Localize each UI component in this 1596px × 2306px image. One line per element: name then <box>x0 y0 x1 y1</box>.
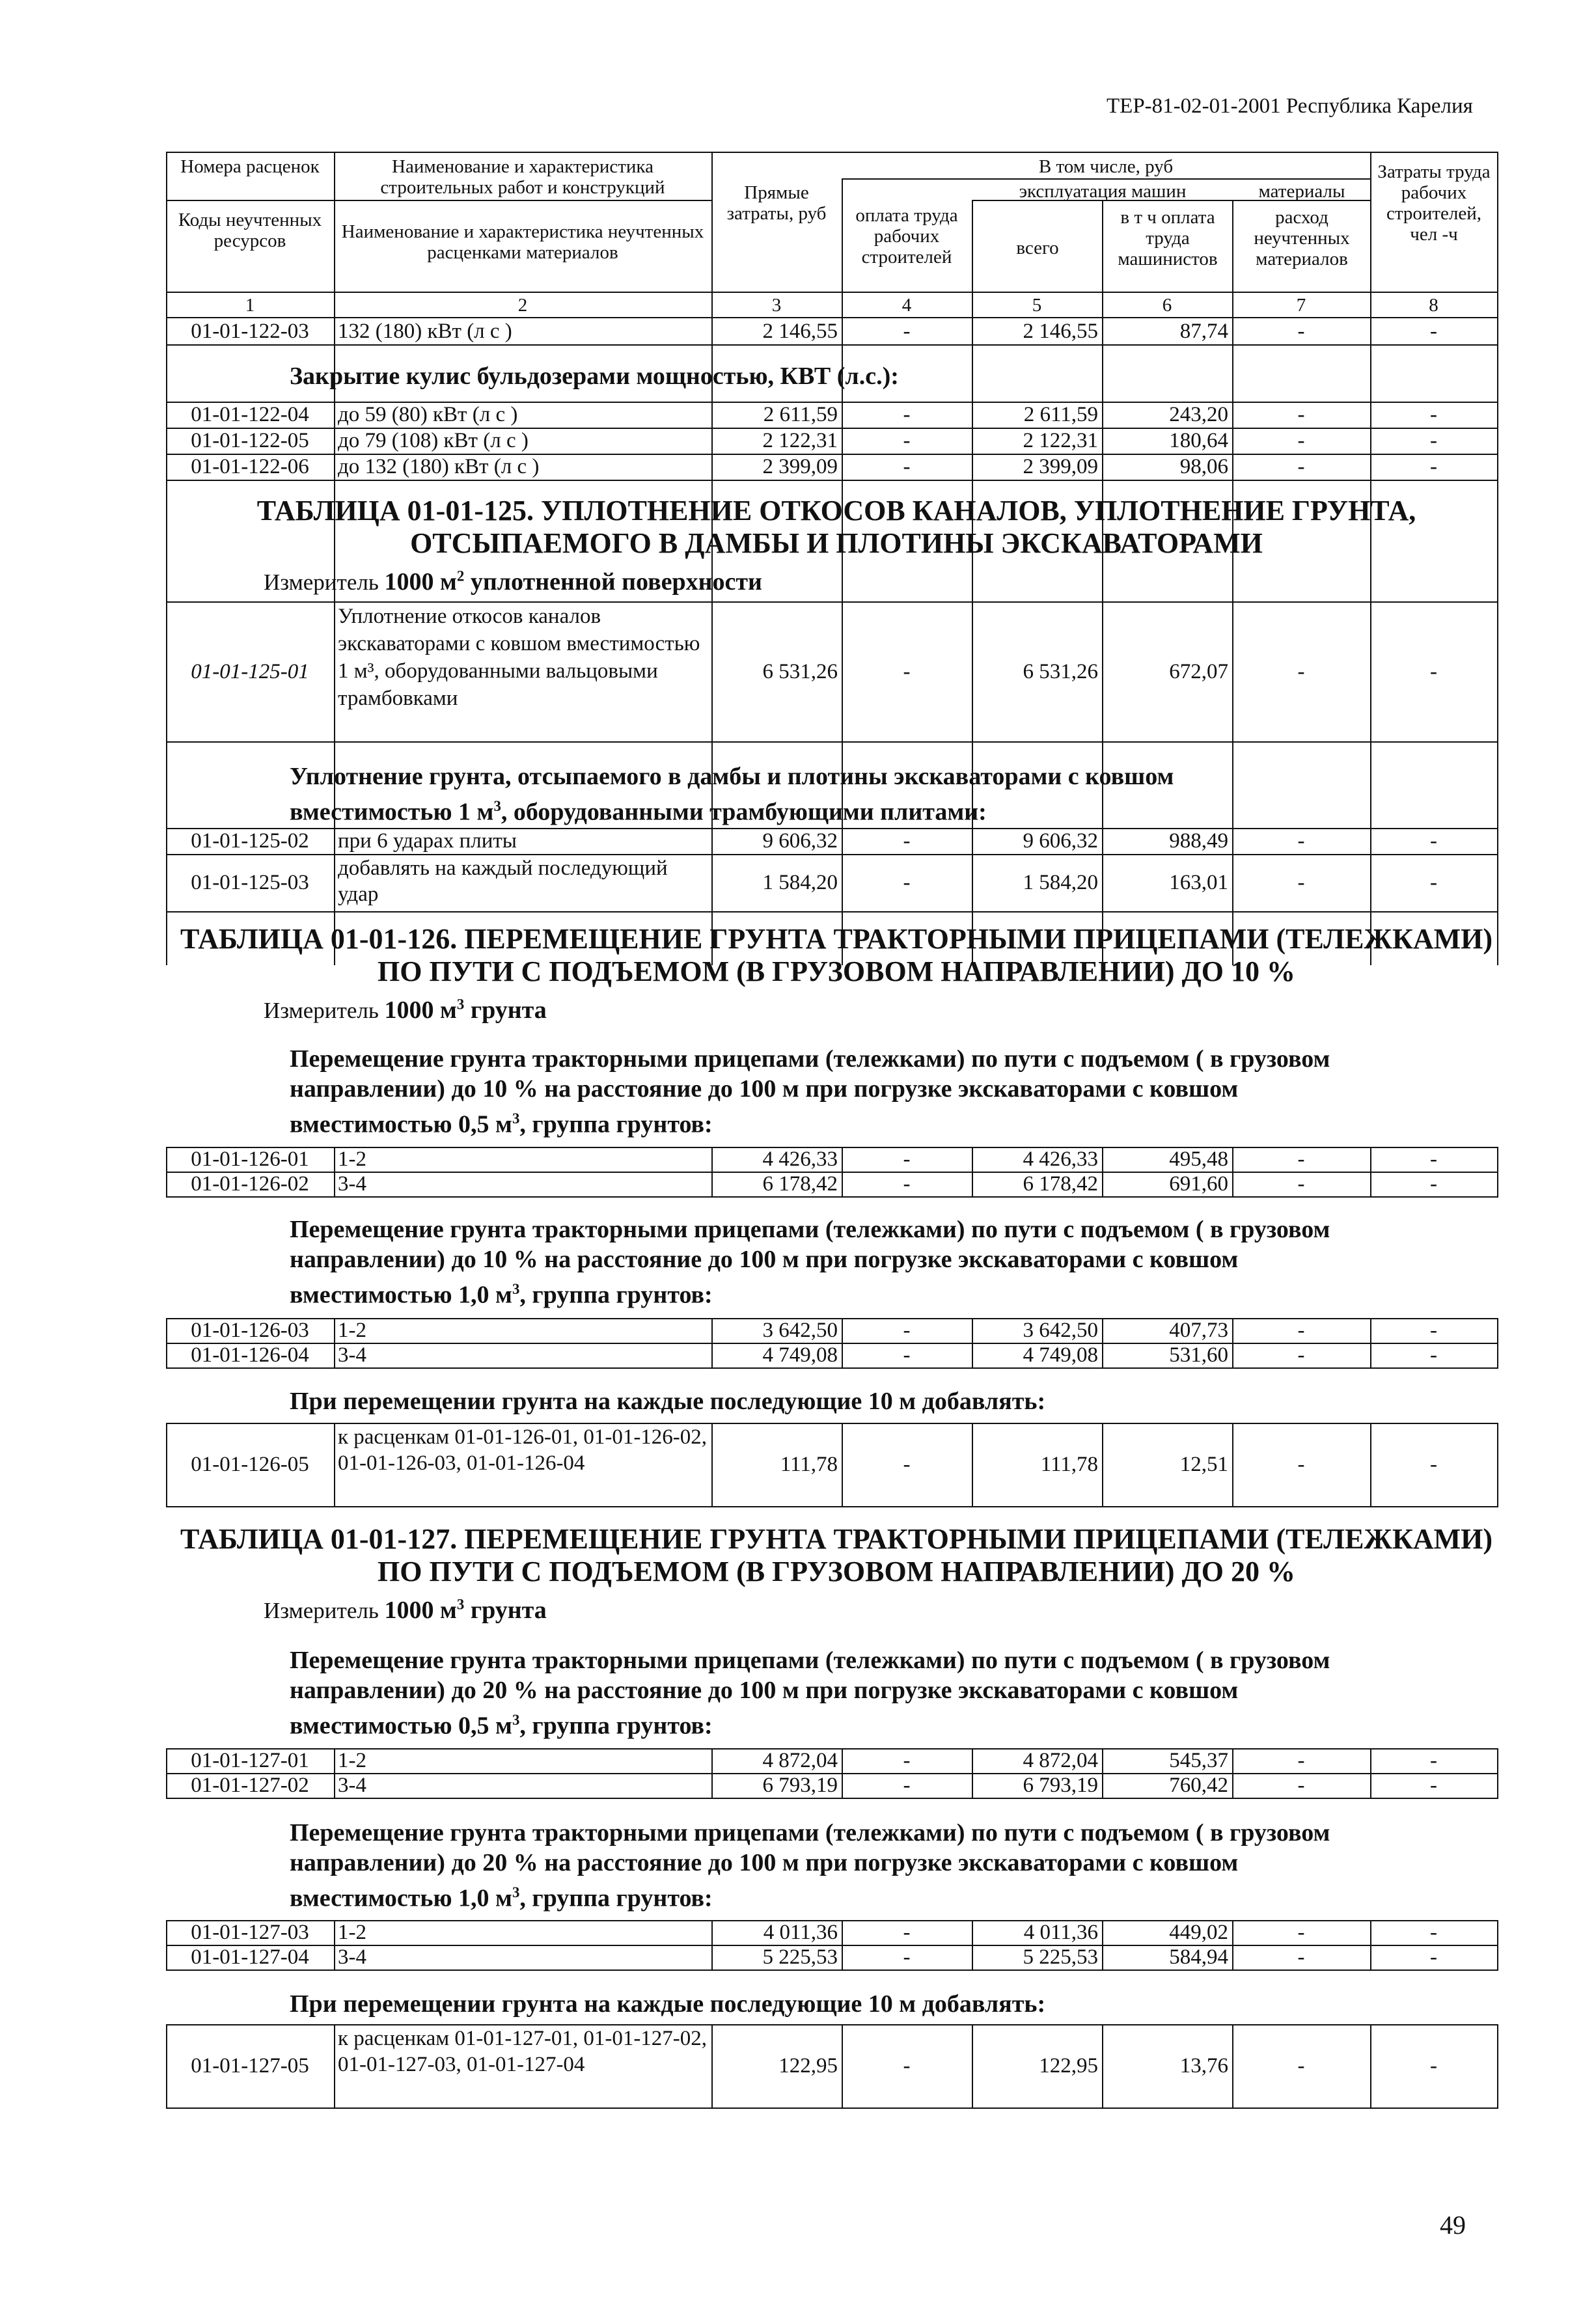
column-border <box>1497 1423 1498 1506</box>
table-cell-direct: 6 531,26 <box>762 659 838 683</box>
column-border <box>334 828 335 911</box>
table-cell-direct: 4 872,04 <box>762 1749 838 1772</box>
column-border <box>166 2024 167 2107</box>
measure-label: Измеритель <box>264 1598 379 1623</box>
table-cell-mach-labor: 87,74 <box>1179 320 1228 343</box>
table-cell-mat: - <box>1297 1774 1305 1797</box>
col-code-header: Номера расценок <box>180 156 320 177</box>
table-cell-hours: - <box>1430 1921 1437 1944</box>
table-cell-code: 01-01-126-05 <box>191 1453 309 1476</box>
col-name-sub-header: Наименование и характеристика неучтенных расценками материалов <box>341 221 704 263</box>
column-border <box>1370 402 1371 480</box>
col-labor-header: оплата труда рабочих строителей <box>855 205 958 268</box>
table-cell-labor: - <box>903 1172 911 1196</box>
table-cell-name: 132 (180) кВт (л с ) <box>338 320 512 343</box>
group-materials-header: материалы <box>1258 181 1345 202</box>
table-cell-direct: 122,95 <box>778 2054 838 2078</box>
column-border <box>1497 402 1498 480</box>
table-cell-mach-labor: 13,76 <box>1179 2054 1228 2078</box>
measure-label: Измеритель <box>264 570 379 595</box>
table-cell-labor: - <box>903 659 911 683</box>
table-cell-name: 3-4 <box>338 1343 366 1367</box>
column-border <box>1497 828 1498 911</box>
column-border <box>711 402 713 480</box>
table-cell-name: при 6 ударах плиты <box>338 829 517 853</box>
column-border <box>972 402 973 480</box>
table-cell-mach: 122,95 <box>1039 2054 1098 2078</box>
table-cell-labor: - <box>903 871 911 894</box>
table-cell-mach-labor: 449,02 <box>1169 1921 1228 1944</box>
table-title: ТАБЛИЦА 01-01-125. УПЛОТНЕНИЕ ОТКОСОВ КАНАЛОВ, УПЛОТНЕНИЕ ГРУНТА, ОТСЫПАЕМОГО В ДАМБЫ И ПЛОТИНЫ ЭКСКАВАТОРАМИ <box>256 495 1416 559</box>
table-cell-mach-labor: 584,94 <box>1169 1945 1228 1969</box>
table-cell-direct: 2 146,55 <box>762 320 838 343</box>
column-border <box>842 828 843 911</box>
table-cell-labor: - <box>903 1921 911 1944</box>
section-heading: Перемещение грунта тракторными прицепами (тележками) по пути с подъемом ( в грузовом направлении) до 20 % на расстояние до 100 м при погрузке экскаваторами с ковшом вместимостью 1,0 $м^3$, группа грунтов: <box>290 1819 1330 1912</box>
table-cell-mach: 4 872,04 <box>1023 1749 1098 1772</box>
table-cell-code: 01-01-127-05 <box>191 2054 309 2078</box>
section-heading: Перемещение грунта тракторными прицепами (тележками) по пути с подъемом ( в грузовом направлении) до 10 % на расстояние до 100 м при погрузке экскаваторами с ковшом вместимостью 0,5 $м^3$, группа грунтов: <box>290 1045 1330 1138</box>
column-border <box>334 402 335 480</box>
table-cell-mach: 111,78 <box>1040 1453 1098 1476</box>
table-cell-mach-labor: 495,48 <box>1169 1147 1228 1171</box>
table-cell-mach-labor: 531,60 <box>1169 1343 1228 1367</box>
table-cell-code: 01-01-126-01 <box>191 1147 309 1171</box>
table-cell-name: 1-2 <box>338 1319 366 1342</box>
row-border <box>166 1196 1498 1198</box>
table-cell-labor: - <box>903 320 911 343</box>
table-cell-mat: - <box>1297 829 1305 853</box>
table-cell-name: к расценкам 01-01-126-01, 01-01-126-02, 01-01-126-03, 01-01-126-04 <box>338 1425 708 1475</box>
table-cell-hours: - <box>1430 429 1437 452</box>
table-cell-mach: 6 531,26 <box>1023 659 1098 683</box>
column-border <box>972 1423 973 1506</box>
col-direct-header: Прямые затраты, руб <box>726 182 827 224</box>
table-cell-labor: - <box>903 1945 911 1969</box>
table-cell-direct: 4 749,08 <box>762 1343 838 1367</box>
table-cell-mach-labor: 691,60 <box>1169 1172 1228 1196</box>
column-border <box>334 1423 335 1506</box>
table-cell-code: 01-01-127-01 <box>191 1749 309 1772</box>
section-heading: При перемещении грунта на каждые последующие 10 м добавлять: <box>290 1388 1046 1415</box>
col-number: 7 <box>1296 295 1306 316</box>
table-cell-hours: - <box>1430 1749 1437 1772</box>
table-cell-name: добавлять на каждый последующий удар <box>338 857 668 906</box>
col-name-header: Наименование и характеристика строительных работ и конструкций <box>380 156 665 198</box>
table-cell-mach: 2 122,31 <box>1023 429 1098 452</box>
column-border <box>1370 601 1371 741</box>
table-cell-direct: 111,78 <box>780 1453 838 1476</box>
unit-of-measure <box>264 568 762 596</box>
table-cell-mat: - <box>1297 403 1305 426</box>
table-cell-name: 1-2 <box>338 1921 366 1944</box>
column-border <box>711 828 713 911</box>
measure-value: 1000 $м^2$ уплотненной поверхности <box>384 568 762 596</box>
row-border <box>166 1506 1498 1507</box>
table-cell-name: до 79 (108) кВт (л с ) <box>338 429 529 452</box>
column-border <box>166 828 167 911</box>
section-heading: Уплотнение грунта, отсыпаемого в дамбы и плотины экскаваторами с ковшом вместимостью 1 $м^3$, оборудованными трамбующими плитами: <box>290 763 1174 826</box>
table-cell-hours: - <box>1430 829 1437 853</box>
col-labor-hours-header: Затраты труда рабочих строителей, чел -ч <box>1377 161 1491 245</box>
col-number: 3 <box>771 295 782 316</box>
table-cell-name: до 59 (80) кВт (л с ) <box>338 403 518 426</box>
row-border <box>166 1798 1498 1799</box>
col-number: 5 <box>1032 295 1042 316</box>
table-cell-labor: - <box>903 1147 911 1171</box>
table-cell-hours: - <box>1430 871 1437 894</box>
table-cell-code: 01-01-126-02 <box>191 1172 309 1196</box>
measure-value: 1000 $м^3$ грунта <box>384 1596 547 1624</box>
table-cell-hours: - <box>1430 659 1437 683</box>
table-cell-mach: 2 399,09 <box>1023 455 1098 478</box>
table-cell-direct: 6 793,19 <box>762 1774 838 1797</box>
row-border <box>166 911 1498 913</box>
table-cell-labor: - <box>903 403 911 426</box>
column-border <box>1102 828 1103 911</box>
table-cell-mat: - <box>1297 1453 1305 1476</box>
table-cell-labor: - <box>903 2054 911 2078</box>
table-cell-code: 01-01-126-04 <box>191 1343 309 1367</box>
group-including-header: В том числе, руб <box>1038 156 1174 177</box>
column-border <box>972 601 973 741</box>
row-border <box>166 480 1498 481</box>
table-cell-mat: - <box>1297 1343 1305 1367</box>
column-border <box>1370 828 1371 911</box>
table-cell-mach: 6 178,42 <box>1023 1172 1098 1196</box>
table-cell-code: 01-01-122-03 <box>191 320 309 343</box>
col-materials-header: расход неучтенных материалов <box>1254 207 1350 269</box>
column-border <box>1232 828 1233 911</box>
table-cell-mat: - <box>1297 1147 1305 1171</box>
col-machinist-labor-header: в т ч оплата труда машинистов <box>1118 207 1218 269</box>
column-border <box>842 601 843 741</box>
col-number: 2 <box>517 295 528 316</box>
measure-label: Измеритель <box>264 998 379 1023</box>
measure-value: 1000 $м^3$ грунта <box>384 996 547 1024</box>
table-cell-code: 01-01-125-01 <box>191 659 309 683</box>
table-cell-hours: - <box>1430 1319 1437 1342</box>
table-cell-direct: 3 642,50 <box>762 1319 838 1342</box>
column-border <box>334 2024 335 2107</box>
col-machines-total-header: всего <box>1016 238 1059 258</box>
table-cell-name: 3-4 <box>338 1945 366 1969</box>
table-cell-hours: - <box>1430 1147 1437 1171</box>
row-border <box>166 2107 1498 2109</box>
section-heading: Закрытие кулис бульдозерами мощностью, КВТ (л.с.): <box>290 363 899 390</box>
column-border <box>166 601 167 741</box>
column-border <box>1102 601 1103 741</box>
column-border <box>972 828 973 911</box>
table-cell-direct: 6 178,42 <box>762 1172 838 1196</box>
table-cell-mat: - <box>1297 659 1305 683</box>
table-cell-mach: 4 426,33 <box>1023 1147 1098 1171</box>
table-cell-mach: 5 225,53 <box>1023 1945 1098 1969</box>
table-cell-code: 01-01-122-04 <box>191 403 309 426</box>
column-border <box>711 601 713 741</box>
row-border <box>166 741 1498 743</box>
table-cell-hours: - <box>1430 2054 1437 2078</box>
table-cell-hours: - <box>1430 1774 1437 1797</box>
column-border <box>1497 2024 1498 2107</box>
table-cell-mat: - <box>1297 429 1305 452</box>
table-cell-mach-labor: 672,07 <box>1169 659 1228 683</box>
table-cell-mach-labor: 98,06 <box>1179 455 1228 478</box>
column-border <box>711 1423 713 1506</box>
row-border <box>166 1367 1498 1369</box>
table-cell-code: 01-01-122-05 <box>191 429 309 452</box>
column-border <box>1232 402 1233 480</box>
col-number: 6 <box>1162 295 1172 316</box>
table-cell-hours: - <box>1430 1343 1437 1367</box>
unit-of-measure <box>264 1596 547 1625</box>
table-cell-mat: - <box>1297 1172 1305 1196</box>
table-cell-code: 01-01-122-06 <box>191 455 309 478</box>
table-cell-direct: 1 584,20 <box>762 871 838 894</box>
table-cell-mach: 2 146,55 <box>1023 320 1098 343</box>
table-cell-code: 01-01-125-02 <box>191 829 309 853</box>
table-cell-code: 01-01-126-03 <box>191 1319 309 1342</box>
col-number: 8 <box>1429 295 1438 316</box>
col-code-sub-header: Коды неучтенных ресурсов <box>178 210 322 251</box>
section-heading: Перемещение грунта тракторными прицепами (тележками) по пути с подъемом ( в грузовом направлении) до 10 % на расстояние до 100 м при погрузке экскаваторами с ковшом вместимостью 1,0 $м^3$, группа грунтов: <box>290 1216 1330 1309</box>
table-cell-labor: - <box>903 829 911 853</box>
table-cell-mach: 1 584,20 <box>1023 871 1098 894</box>
table-cell-mat: - <box>1297 320 1305 343</box>
table-cell-direct: 5 225,53 <box>762 1945 838 1969</box>
table-cell-mach-labor: 760,42 <box>1169 1774 1228 1797</box>
table-cell-labor: - <box>903 455 911 478</box>
table-title: ТАБЛИЦА 01-01-127. ПЕРЕМЕЩЕНИЕ ГРУНТА ТРАКТОРНЫМИ ПРИЦЕПАМИ (ТЕЛЕЖКАМИ) ПО ПУТИ С ПОДЪЕМОМ (В ГРУЗОВОМ НАПРАВЛЕНИИ) ДО 20 % <box>180 1523 1493 1587</box>
table-cell-hours: - <box>1430 1453 1437 1476</box>
table-cell-mach-labor: 407,73 <box>1169 1319 1228 1342</box>
column-border <box>1497 601 1498 741</box>
table-title: ТАБЛИЦА 01-01-126. ПЕРЕМЕЩЕНИЕ ГРУНТА ТРАКТОРНЫМИ ПРИЦЕПАМИ (ТЕЛЕЖКАМИ) ПО ПУТИ С ПОДЪЕМОМ (В ГРУЗОВОМ НАПРАВЛЕНИИ) ДО 10 % <box>180 923 1493 987</box>
column-border <box>842 1423 843 1506</box>
table-cell-mach-labor: 180,64 <box>1169 429 1228 452</box>
table-cell-labor: - <box>903 1749 911 1772</box>
column-border <box>166 402 167 480</box>
table-cell-hours: - <box>1430 403 1437 426</box>
table-cell-mach-labor: 545,37 <box>1169 1749 1228 1772</box>
table-cell-code: 01-01-125-03 <box>191 871 309 894</box>
table-cell-direct: 4 426,33 <box>762 1147 838 1171</box>
page-header: ТЕР-81-02-01-2001 Республика Карелия <box>1107 94 1473 118</box>
row-border <box>166 344 1498 346</box>
table-cell-direct: 2 611,59 <box>763 403 838 426</box>
row-border <box>166 1970 1498 1971</box>
column-border <box>334 601 335 741</box>
table-cell-mat: - <box>1297 2054 1305 2078</box>
table-cell-name: к расценкам 01-01-127-01, 01-01-127-02, 01-01-127-03, 01-01-127-04 <box>338 2027 708 2076</box>
column-border <box>1232 1423 1233 1506</box>
table-cell-hours: - <box>1430 320 1437 343</box>
table-cell-mach: 3 642,50 <box>1023 1319 1098 1342</box>
column-border <box>1370 2024 1371 2107</box>
table-cell-labor: - <box>903 1774 911 1797</box>
col-number: 1 <box>245 295 255 316</box>
column-border <box>1232 601 1233 741</box>
table-cell-hours: - <box>1430 1172 1437 1196</box>
table-cell-name: 3-4 <box>338 1172 366 1196</box>
table-cell-mach: 9 606,32 <box>1023 829 1098 853</box>
table-cell-labor: - <box>903 429 911 452</box>
table-cell-code: 01-01-127-03 <box>191 1921 309 1944</box>
column-border <box>1370 1423 1371 1506</box>
column-border <box>1102 2024 1103 2107</box>
table-cell-labor: - <box>903 1343 911 1367</box>
table-cell-name: 1-2 <box>338 1147 366 1171</box>
table-cell-hours: - <box>1430 455 1437 478</box>
table-cell-code: 01-01-127-04 <box>191 1945 309 1969</box>
column-border <box>1102 402 1103 480</box>
table-cell-mach-labor: 243,20 <box>1169 403 1228 426</box>
column-border <box>842 2024 843 2107</box>
column-border <box>1102 1423 1103 1506</box>
table-cell-name: 3-4 <box>338 1774 366 1797</box>
table-cell-code: 01-01-127-02 <box>191 1774 309 1797</box>
table-cell-direct: 9 606,32 <box>762 829 838 853</box>
table-cell-name: до 132 (180) кВт (л с ) <box>338 455 540 478</box>
table-cell-name: 1-2 <box>338 1749 366 1772</box>
table-cell-mach-labor: 988,49 <box>1169 829 1228 853</box>
table-cell-mat: - <box>1297 1921 1305 1944</box>
table-cell-mach-labor: 163,01 <box>1169 871 1228 894</box>
section-heading: Перемещение грунта тракторными прицепами (тележками) по пути с подъемом ( в грузовом направлении) до 20 % на расстояние до 100 м при погрузке экскаваторами с ковшом вместимостью 0,5 $м^3$, группа грунтов: <box>290 1647 1330 1740</box>
table-cell-mach: 4 749,08 <box>1023 1343 1098 1367</box>
table-cell-name: Уплотнение откосов каналов экскаваторами с ковшом вместимостью 1 м³, оборудованными вальцовыми трамбовками <box>338 605 700 710</box>
column-border <box>972 2024 973 2107</box>
table-cell-mat: - <box>1297 455 1305 478</box>
table-cell-labor: - <box>903 1453 911 1476</box>
column-border <box>166 1423 167 1506</box>
table-cell-mat: - <box>1297 1945 1305 1969</box>
section-heading: При перемещении грунта на каждые последующие 10 м добавлять: <box>290 1990 1046 2018</box>
table-cell-mach-labor: 12,51 <box>1179 1453 1228 1476</box>
table-cell-direct: 2 399,09 <box>762 455 838 478</box>
table-cell-mach: 6 793,19 <box>1023 1774 1098 1797</box>
table-cell-mat: - <box>1297 1319 1305 1342</box>
col-number: 4 <box>901 295 912 316</box>
table-cell-direct: 2 122,31 <box>762 429 838 452</box>
table-cell-mach: 2 611,59 <box>1023 403 1098 426</box>
unit-of-measure <box>264 996 547 1024</box>
table-cell-mat: - <box>1297 871 1305 894</box>
table-cell-labor: - <box>903 1319 911 1342</box>
table-cell-direct: 4 011,36 <box>763 1921 838 1944</box>
table-cell-mach: 4 011,36 <box>1023 1921 1098 1944</box>
table-cell-mat: - <box>1297 1749 1305 1772</box>
column-border <box>711 2024 713 2107</box>
column-border <box>1232 2024 1233 2107</box>
table-cell-hours: - <box>1430 1945 1437 1969</box>
page-number: 49 <box>1440 2210 1466 2240</box>
group-machines-header: эксплуатация машин <box>1019 181 1187 202</box>
column-border <box>842 402 843 480</box>
